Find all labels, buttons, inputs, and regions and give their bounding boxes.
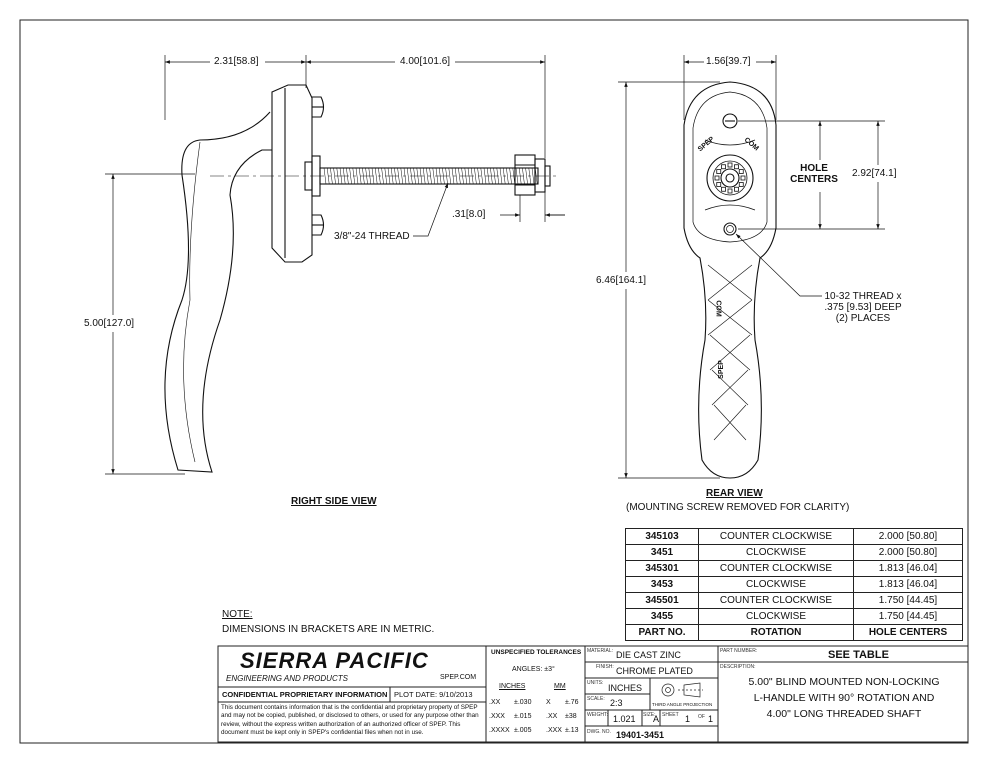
rear-view-subtitle: (MOUNTING SCREW REMOVED FOR CLARITY) (626, 502, 850, 513)
part-no-cell: 345301 (626, 561, 699, 577)
dim-flange-depth-mm: 58.8 (236, 56, 256, 67)
size-label: SIZE: (643, 712, 656, 718)
parts-table-row (626, 529, 963, 545)
hole-centers-label-1: HOLE (800, 163, 828, 174)
part-no-cell: 345103 (626, 529, 699, 545)
parts-table-row (626, 577, 963, 593)
dim-rear-width: 1.56[39.7] (706, 56, 751, 67)
hole-centers-label-2: CENTERS (790, 174, 838, 185)
finish-value: CHROME PLATED (616, 666, 693, 676)
rear-view-title: REAR VIEW (706, 488, 763, 499)
tap-note-line-3: (2) PLACES (835, 313, 891, 324)
description-line-2: L-HANDLE WITH 90° ROTATION AND (753, 692, 935, 704)
dim-shaft-length-mm: 101.6 (422, 56, 448, 67)
confidential-title: CONFIDENTIAL PROPRIETARY INFORMATION (222, 690, 388, 699)
tolerances-title: UNSPECIFIED TOLERANCES (491, 649, 582, 656)
projection-label: THIRD ANGLE PROJECTION (652, 702, 713, 707)
rotation-cell: COUNTER CLOCKWISE (699, 529, 854, 545)
note-heading: NOTE: (222, 609, 253, 620)
header-rotation: ROTATION (699, 625, 854, 641)
material-label: MATERIAL: (587, 648, 614, 654)
tol-inch-format: .XXXX (489, 727, 510, 734)
part-number-value: SEE TABLE (828, 649, 889, 661)
tol-mm-value: ±.13 (565, 727, 579, 734)
emboss-spep-handle: SPEP (717, 360, 725, 379)
hole-centers-cell: 1.813 [46.04] (854, 561, 963, 577)
right-side-view-drawing (165, 85, 560, 472)
part-no-cell: 3453 (626, 577, 699, 593)
parts-table-row (626, 561, 963, 577)
company-logo: SIERRA PACIFIC (240, 648, 429, 673)
dim-hole-spacing: 2.92[74.1] (852, 168, 897, 179)
dim-hole-spacing-in: 2.92 (852, 168, 872, 179)
scale-label: SCALE: (587, 696, 605, 702)
header-hole-centers: HOLE CENTERS (854, 625, 963, 641)
thread-callout: 3/8"-24 THREAD (334, 231, 410, 242)
part-number-label: PART NUMBER: (720, 648, 758, 654)
dwg-no-label: DWG. NO. (587, 729, 611, 735)
tol-mm-value: ±38 (565, 713, 577, 720)
dim-flange-depth-in: 2.31 (214, 56, 234, 67)
parts-table-row (626, 545, 963, 561)
tol-inch-value: ±.030 (514, 699, 532, 706)
sheet-value: 1 (685, 714, 691, 724)
description-label: DESCRIPTION: (720, 664, 756, 670)
sheet-label: SHEET (662, 712, 679, 718)
finish-label: FINISH: (596, 664, 614, 670)
hole-centers-cell: 2.000 [50.80] (854, 529, 963, 545)
tol-mm-format: .XX (546, 713, 558, 720)
parts-table-row (626, 593, 963, 609)
tolerances-mm-header: MM (554, 683, 566, 690)
rotation-cell: COUNTER CLOCKWISE (699, 593, 854, 609)
tap-note (808, 291, 918, 324)
dim-rear-overall-in: 6.46 (596, 275, 616, 286)
third-angle-symbol (662, 683, 703, 697)
tol-inch-value: ±.015 (514, 713, 532, 720)
dim-rear-overall: 6.46[164.1] (596, 275, 647, 286)
dim-shaft-length: 4.00[101.6] (400, 56, 451, 67)
header-part-no: PART NO. (626, 625, 699, 641)
dim-rear-width-in: 1.56 (706, 56, 726, 67)
tol-inch-format: .XX (489, 699, 501, 706)
rotation-cell: COUNTER CLOCKWISE (699, 561, 854, 577)
units-value: INCHES (608, 683, 643, 693)
parts-table-body (626, 529, 963, 625)
parts-table (625, 528, 963, 641)
rear-dimensions (618, 55, 885, 478)
dim-nut-end-in: .31 (452, 209, 466, 220)
dwg-no-value: 19401-3451 (616, 730, 665, 740)
tap-note-line-1: 10-32 THREAD x (824, 291, 902, 302)
tolerances-angles: ANGLES: ±3° (512, 666, 555, 673)
part-no-cell: 345501 (626, 593, 699, 609)
dim-rear-overall-mm: 164.1 (618, 275, 644, 286)
lock-gear-teeth (715, 163, 745, 193)
description-line-3: 4.00" LONG THREADED SHAFT (766, 708, 922, 720)
dim-handle-length: 5.00[127.0] (84, 318, 135, 329)
company-sub: ENGINEERING AND PRODUCTS (226, 674, 348, 683)
emboss-spep-top: SPEP (696, 135, 716, 154)
confidential-text: This document contains information that is the confidential and proprietary property of SPEP and may not be copied, published, or disclosed to others, or used for any purpose other than review, without the express written authorization of an authorized officer of SPEP. This document must be kept only in SPEP's confidential files when not in use. (221, 704, 479, 736)
right-side-dimensions (105, 55, 565, 474)
dim-handle-length-in: 5.00 (84, 318, 104, 329)
dim-hole-spacing-mm: 74.1 (874, 168, 894, 179)
right-side-view-title: RIGHT SIDE VIEW (291, 496, 377, 507)
tol-mm-format: X (546, 699, 551, 706)
rotation-cell: CLOCKWISE (699, 545, 854, 561)
tol-mm-value: ±.76 (565, 699, 579, 706)
rotation-cell: CLOCKWISE (699, 609, 854, 625)
hole-centers-cell: 1.750 [44.45] (854, 609, 963, 625)
parts-table-row (626, 609, 963, 625)
tol-mm-format: .XXX (546, 727, 562, 734)
rear-view-drawing (684, 82, 776, 478)
hole-centers-cell: 1.750 [44.45] (854, 593, 963, 609)
dim-nut-end-mm: 8.0 (468, 209, 483, 220)
weight-value: 1.021 (613, 714, 636, 724)
units-label: UNITS: (587, 680, 604, 686)
tol-inch-format: .XXX (489, 713, 505, 720)
tol-inch-value: ±.005 (514, 727, 532, 734)
parts-table-header (626, 625, 963, 641)
part-no-cell: 3451 (626, 545, 699, 561)
scale-value: 2:3 (610, 698, 623, 708)
material-value: DIE CAST ZINC (616, 650, 681, 660)
company-website: SPEP.COM (440, 674, 477, 681)
note-text: DIMENSIONS IN BRACKETS ARE IN METRIC. (222, 624, 435, 635)
tolerances-inches-header: INCHES (499, 683, 526, 690)
sheet-total: 1 (708, 714, 714, 724)
size-value: A (653, 714, 660, 724)
dim-flange-depth: 2.31[58.8] (214, 56, 259, 67)
tap-note-line-2: .375 [9.53] DEEP (824, 302, 902, 313)
emboss-com-handle: COM (714, 300, 722, 317)
part-no-cell: 3455 (626, 609, 699, 625)
dim-handle-length-mm: 127.0 (106, 318, 132, 329)
hole-centers-cell: 2.000 [50.80] (854, 545, 963, 561)
dim-rear-width-mm: 39.7 (728, 56, 748, 67)
description (720, 674, 968, 722)
plot-date: PLOT DATE: 9/10/2013 (394, 690, 473, 699)
rotation-cell: CLOCKWISE (699, 577, 854, 593)
hole-centers-label (788, 163, 840, 185)
description-line-1: 5.00" BLIND MOUNTED NON-LOCKING (748, 676, 940, 688)
weight-label: WEIGHT: (587, 712, 608, 718)
dim-shaft-length-in: 4.00 (400, 56, 420, 67)
hole-centers-cell: 1.813 [46.04] (854, 577, 963, 593)
dim-nut-end: .31[8.0] (452, 209, 486, 220)
of-label: OF (698, 714, 705, 720)
emboss-com-top: COM (742, 136, 760, 153)
